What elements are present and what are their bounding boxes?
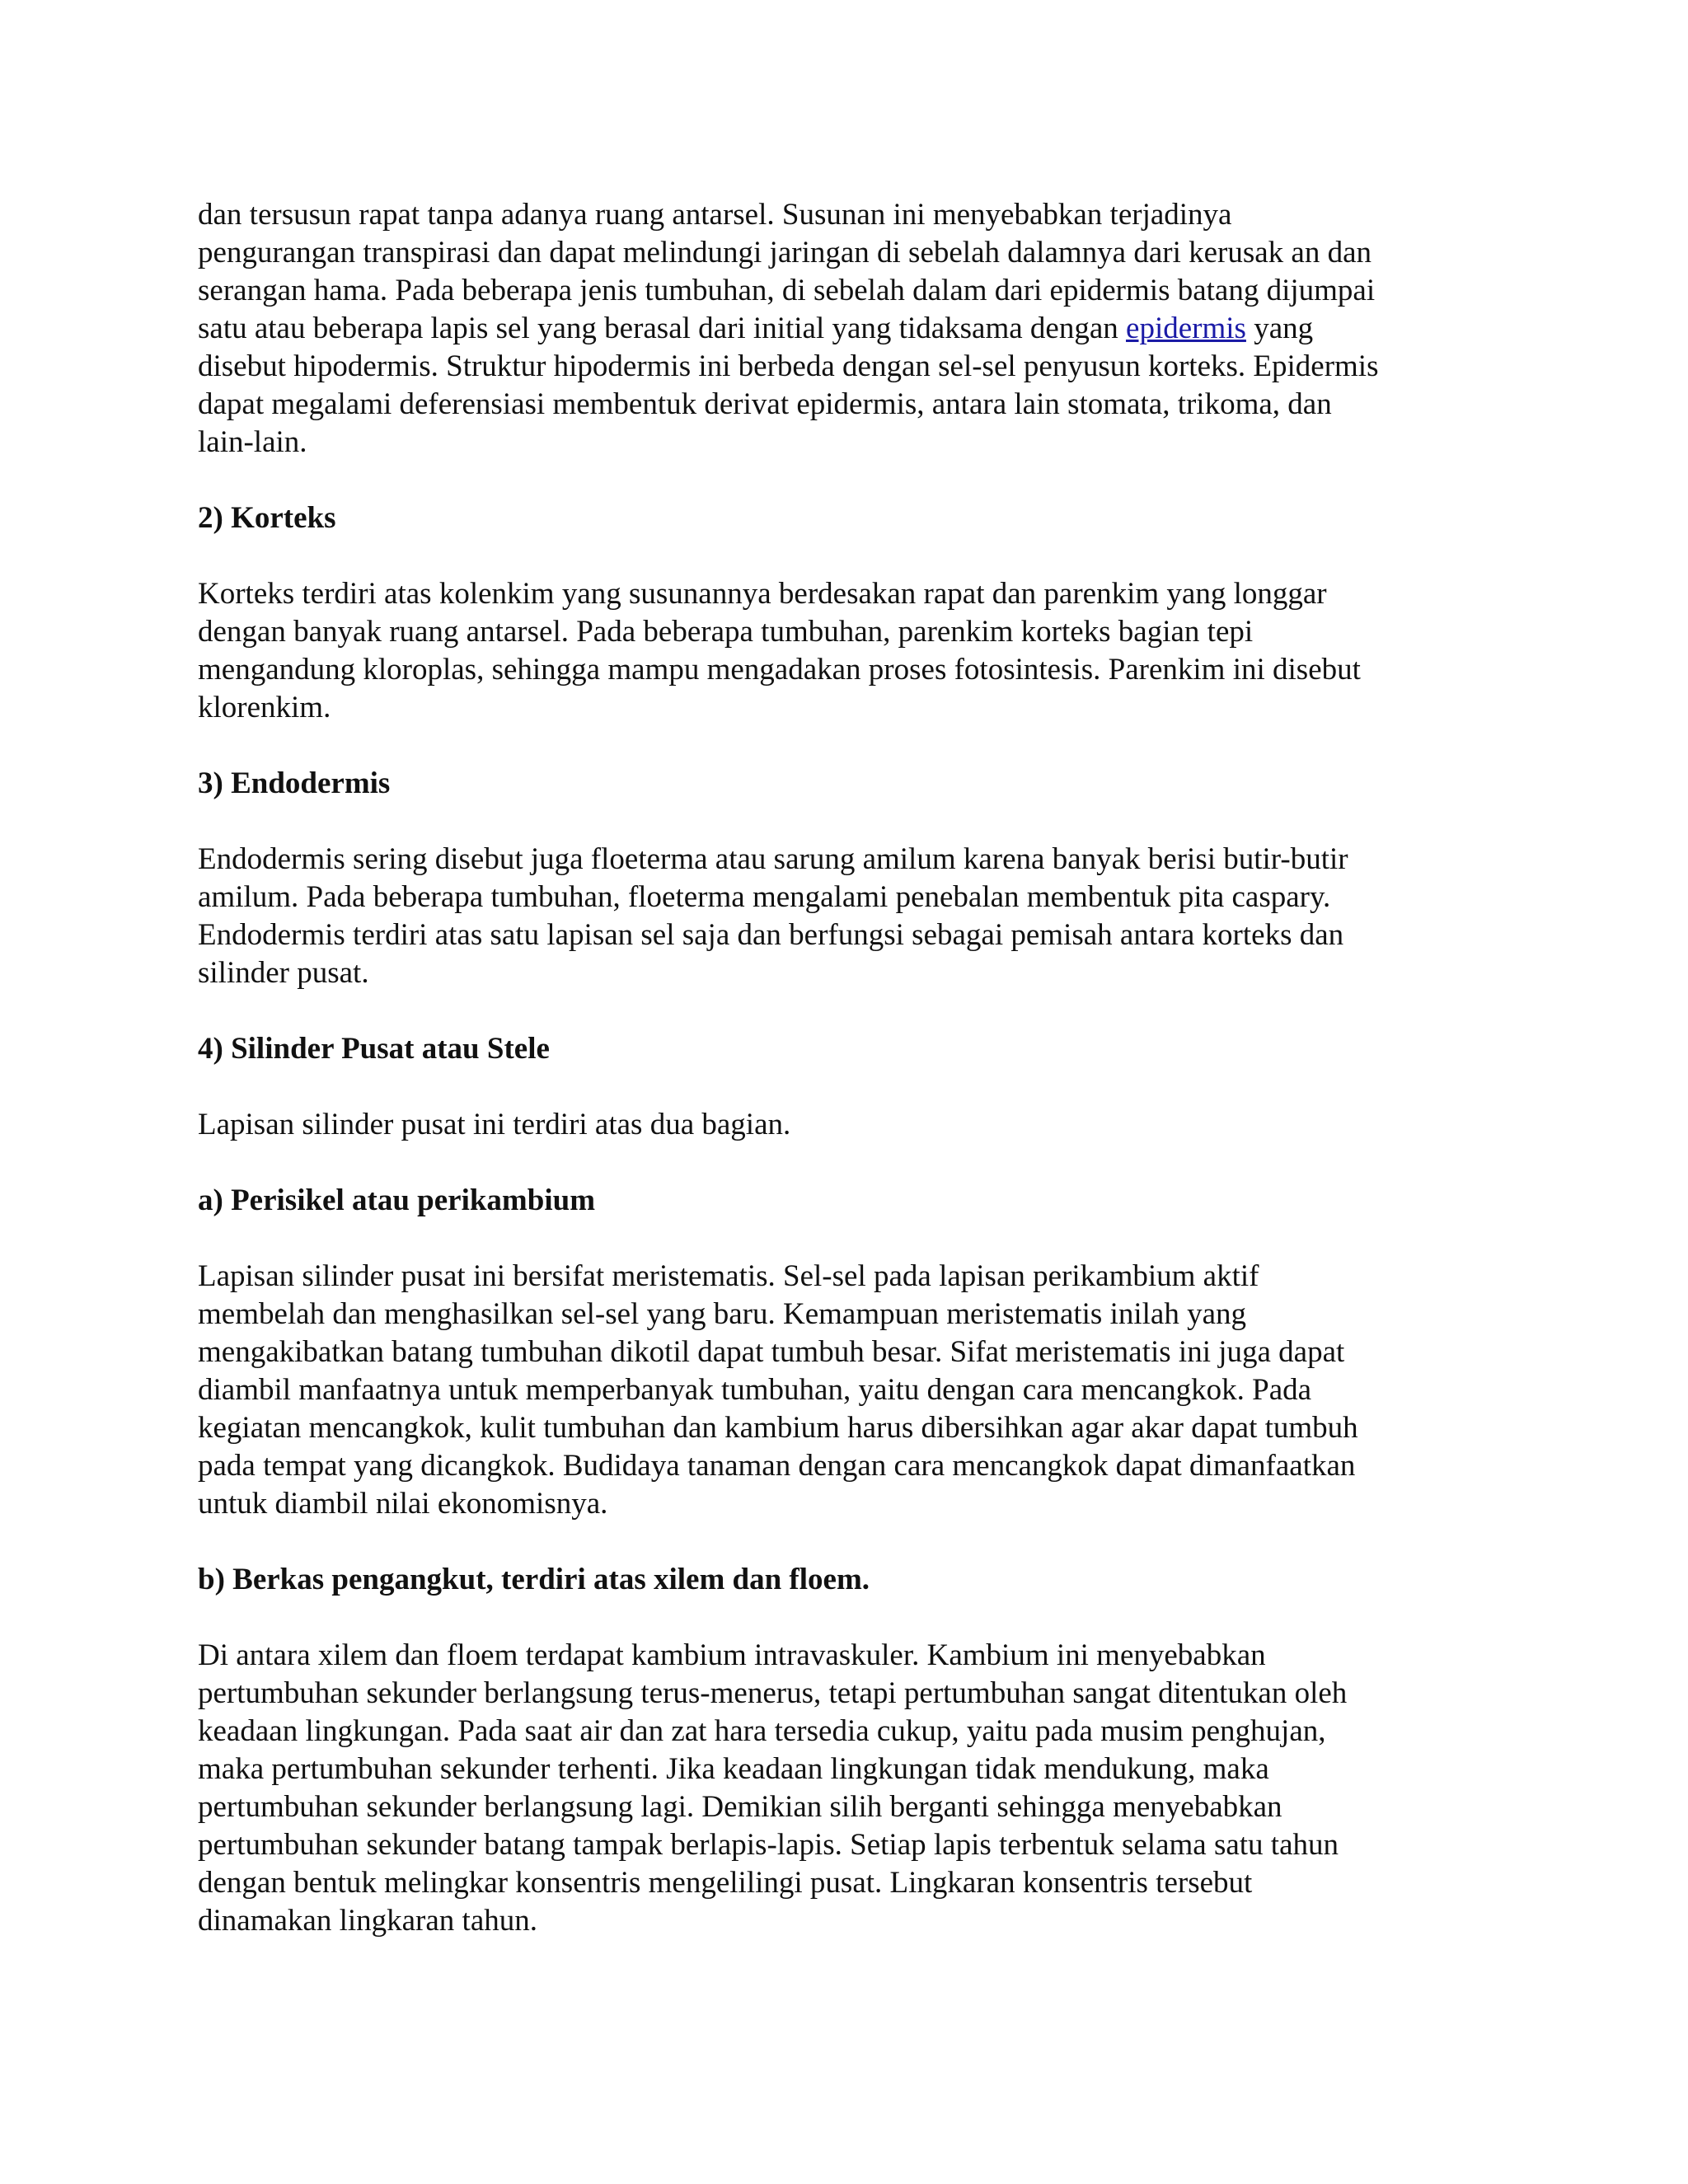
epidermis-link[interactable]: epidermis	[1126, 312, 1246, 345]
paragraph-berkas: Di antara xilem dan floem terdapat kambium intravaskuler. Kambium ini menyebabkan pertumbuhan sekunder berlangsung terus-menerus, tetapi pertumbuhan sangat ditentukan oleh keadaan lingkungan. Pada saat air dan zat hara tersedia cukup, yaitu pada musim penghujan, maka pertumbuhan sekunder terhenti. Jika keadaan lingkungan tidak mendukung, maka pertumbuhan sekunder berlangsung lagi. Demikian silih berganti sehingga menyebabkan pertumbuhan sekunder batang tampak berlapis-lapis. Setiap lapis terbentuk selama satu tahun dengan bentuk melingkar konsentris mengelilingi pusat. Lingkaran konsentris tersebut dinamakan lingkaran tahun.	[198, 1638, 1348, 1938]
heading-perisikel: a) Perisikel atau perikambium	[198, 1183, 596, 1217]
paragraph-korteks: Korteks terdiri atas kolenkim yang susunannya berdesakan rapat dan parenkim yang longgar dengan banyak ruang antarsel. Pada beberapa tumbuhan, parenkim korteks bagian tepi mengandung kloroplas, sehingga mampu mengadakan proses fotosintesis. Parenkim ini disebut klorenkim.	[198, 577, 1361, 724]
intro-paragraph	[198, 196, 1484, 462]
intro-text-after-link: yang disebut hipodermis. Struktur hipodermis ini berbeda dengan sel-sel penyusun korteks. Epidermis dapat megalami deferensiasi membentuk derivat epidermis, antara lain stomata, trikoma, dan lain-lain.	[198, 312, 1379, 459]
paragraph-stele: Lapisan silinder pusat ini terdiri atas dua bagian.	[198, 1108, 791, 1141]
heading-endodermis: 3) Endodermis	[198, 766, 391, 800]
document-page	[198, 196, 1484, 1978]
heading-korteks: 2) Korteks	[198, 501, 336, 535]
paragraph-endodermis: Endodermis sering disebut juga floeterma atau sarung amilum karena banyak berisi butir-butir amilum. Pada beberapa tumbuhan, floeterma mengalami penebalan membentuk pita caspary. Endodermis terdiri atas satu lapisan sel saja dan berfungsi sebagai pemisah antara korteks dan silinder pusat.	[198, 842, 1348, 990]
intro-text-before-link: dan tersusun rapat tanpa adanya ruang antarsel. Susunan ini menyebabkan terjadinya pengurangan transpirasi dan dapat melindungi jaringan di sebelah dalamnya dari kerusak an dan serangan hama. Pada beberapa jenis tumbuhan, di sebelah dalam dari epidermis batang dijumpai satu atau beberapa lapis sel yang berasal dari initial yang tidaksama dengan	[198, 198, 1376, 345]
heading-berkas: b) Berkas pengangkut, terdiri atas xilem dan floem.	[198, 1563, 870, 1596]
heading-stele: 4) Silinder Pusat atau Stele	[198, 1032, 550, 1066]
paragraph-perisikel: Lapisan silinder pusat ini bersifat meristematis. Sel-sel pada lapisan perikambium aktif membelah dan menghasilkan sel-sel yang baru. Kemampuan meristematis inilah yang mengakibatkan batang tumbuhan dikotil dapat tumbuh besar. Sifat meristematis ini juga dapat diambil manfaatnya untuk memperbanyak tumbuhan, yaitu dengan cara mencangkok. Pada kegiatan mencangkok, kulit tumbuhan dan kambium harus dibersihkan agar akar dapat tumbuh pada tempat yang dicangkok. Budidaya tanaman dengan cara mencangkok dapat dimanfaatkan untuk diambil nilai ekonomisnya.	[198, 1259, 1358, 1521]
